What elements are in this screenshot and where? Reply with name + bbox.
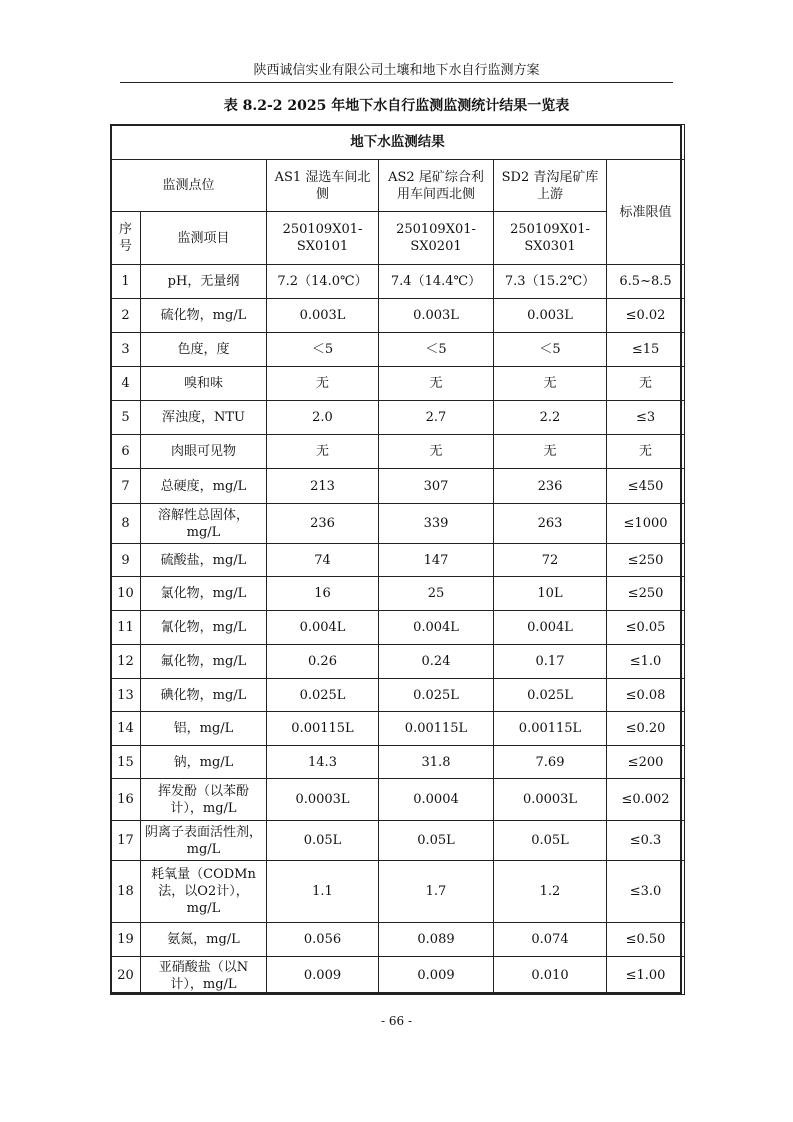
row-value-as1: 无 — [267, 367, 379, 401]
table-row — [111, 679, 685, 712]
row-value-as2: 0.003L — [379, 299, 494, 333]
table-caption: 表 8.2-2 2025 年地下水自行监测监测统计结果一览表 — [223, 98, 570, 114]
row-value-sd2: 无 — [494, 435, 607, 469]
table-row — [111, 265, 685, 299]
row-value-sd2: 7.69 — [494, 746, 607, 779]
point-label: 监测点位 — [111, 160, 267, 212]
table-row — [111, 299, 685, 333]
row-number: 3 — [111, 333, 141, 367]
table-row — [111, 861, 685, 923]
row-value-sd2: 0.074 — [494, 923, 607, 957]
row-number: 18 — [111, 861, 141, 923]
row-value-as1: 1.1 — [267, 861, 379, 923]
row-value-sd2: 0.00115L — [494, 712, 607, 746]
row-limit: 无 — [607, 367, 685, 401]
header-divider — [120, 82, 673, 83]
row-limit: ≤3 — [607, 401, 685, 435]
table-row — [111, 779, 685, 821]
row-value-as1: 7.2（14.0℃） — [267, 265, 379, 299]
row-value-as1: 0.025L — [267, 679, 379, 712]
row-number: 16 — [111, 779, 141, 821]
row-value-as2: 147 — [379, 544, 494, 577]
row-number: 6 — [111, 435, 141, 469]
row-value-as1: 0.00115L — [267, 712, 379, 746]
table-row — [111, 367, 685, 401]
row-item: pH，无量纲 — [141, 265, 267, 299]
row-item: 总硬度，mg/L — [141, 469, 267, 504]
row-number: 13 — [111, 679, 141, 712]
row-limit: ≤450 — [607, 469, 685, 504]
row-value-as2: 25 — [379, 577, 494, 611]
row-limit: ≤0.02 — [607, 299, 685, 333]
row-item: 肉眼可见物 — [141, 435, 267, 469]
row-item: 耗氧量（CODMn法，以O2计），mg/L — [141, 861, 267, 923]
row-limit: ≤250 — [607, 544, 685, 577]
point-code-1: 250109X01-SX0101 — [267, 212, 379, 265]
point-name-3: SD2 青沟尾矿库上游 — [494, 160, 607, 212]
row-value-as1: 16 — [267, 577, 379, 611]
row-value-as2: 307 — [379, 469, 494, 504]
row-limit: ≤200 — [607, 746, 685, 779]
row-value-sd2: 263 — [494, 504, 607, 544]
row-item: 亚硝酸盐（以N计），mg/L — [141, 957, 267, 995]
row-number: 8 — [111, 504, 141, 544]
row-number: 20 — [111, 957, 141, 995]
row-limit: ≤0.05 — [607, 611, 685, 645]
row-value-as2: 0.004L — [379, 611, 494, 645]
row-value-sd2: 236 — [494, 469, 607, 504]
row-limit: ≤0.08 — [607, 679, 685, 712]
row-number: 12 — [111, 645, 141, 679]
row-item: 挥发酚（以苯酚计），mg/L — [141, 779, 267, 821]
row-value-as1: 0.056 — [267, 923, 379, 957]
row-value-sd2: 1.2 — [494, 861, 607, 923]
row-limit: ≤15 — [607, 333, 685, 367]
row-value-as2: 0.05L — [379, 821, 494, 861]
row-number: 15 — [111, 746, 141, 779]
row-value-as1: 2.0 — [267, 401, 379, 435]
table-row — [111, 957, 685, 995]
row-value-as2: 0.24 — [379, 645, 494, 679]
row-number: 9 — [111, 544, 141, 577]
table-row — [111, 435, 685, 469]
table-row — [111, 821, 685, 861]
row-number: 2 — [111, 299, 141, 333]
row-value-as1: 0.05L — [267, 821, 379, 861]
row-value-as1: 213 — [267, 469, 379, 504]
row-item: 色度，度 — [141, 333, 267, 367]
row-value-sd2: 0.004L — [494, 611, 607, 645]
row-limit: ≤1.0 — [607, 645, 685, 679]
row-value-sd2: 7.3（15.2℃） — [494, 265, 607, 299]
table-row — [111, 746, 685, 779]
row-item: 嗅和味 — [141, 367, 267, 401]
point-code-3: 250109X01-SX0301 — [494, 212, 607, 265]
row-value-as1: 236 — [267, 504, 379, 544]
row-value-as2: 31.8 — [379, 746, 494, 779]
row-limit: ≤1.00 — [607, 957, 685, 995]
row-value-sd2: 0.0003L — [494, 779, 607, 821]
row-value-as2: 无 — [379, 435, 494, 469]
row-number: 10 — [111, 577, 141, 611]
row-value-as1: ＜5 — [267, 333, 379, 367]
row-number: 1 — [111, 265, 141, 299]
row-number: 11 — [111, 611, 141, 645]
row-item: 硫化物，mg/L — [141, 299, 267, 333]
row-value-sd2: 72 — [494, 544, 607, 577]
table-row — [111, 611, 685, 645]
row-value-as2: 0.025L — [379, 679, 494, 712]
item-label: 监测项目 — [141, 212, 267, 265]
row-value-as1: 0.26 — [267, 645, 379, 679]
row-value-sd2: 0.17 — [494, 645, 607, 679]
row-number: 17 — [111, 821, 141, 861]
row-item: 溶解性总固体，mg/L — [141, 504, 267, 544]
row-limit: 无 — [607, 435, 685, 469]
table-row — [111, 923, 685, 957]
row-limit: ≤1000 — [607, 504, 685, 544]
row-value-as1: 无 — [267, 435, 379, 469]
row-item: 阴离子表面活性剂，mg/L — [141, 821, 267, 861]
point-code-2: 250109X01-SX0201 — [379, 212, 494, 265]
row-value-sd2: 0.010 — [494, 957, 607, 995]
row-value-as2: 7.4（14.4℃） — [379, 265, 494, 299]
row-item: 氟化物，mg/L — [141, 645, 267, 679]
row-number: 7 — [111, 469, 141, 504]
table-title: 地下水监测结果 — [111, 125, 685, 160]
row-limit: ≤0.20 — [607, 712, 685, 746]
seq-label: 序号 — [111, 212, 141, 265]
row-value-as1: 0.009 — [267, 957, 379, 995]
row-item: 硫酸盐，mg/L — [141, 544, 267, 577]
row-value-as2: 0.00115L — [379, 712, 494, 746]
row-value-sd2: 0.025L — [494, 679, 607, 712]
row-limit: ≤3.0 — [607, 861, 685, 923]
row-limit: ≤250 — [607, 577, 685, 611]
row-value-as1: 0.004L — [267, 611, 379, 645]
table-row — [111, 577, 685, 611]
row-number: 5 — [111, 401, 141, 435]
row-limit: 6.5~8.5 — [607, 265, 685, 299]
table-row — [111, 401, 685, 435]
row-limit: ≤0.002 — [607, 779, 685, 821]
row-value-sd2: 10L — [494, 577, 607, 611]
row-value-as2: 0.0004 — [379, 779, 494, 821]
row-value-as2: 0.009 — [379, 957, 494, 995]
row-value-sd2: ＜5 — [494, 333, 607, 367]
row-value-as2: 2.7 — [379, 401, 494, 435]
row-value-as1: 74 — [267, 544, 379, 577]
table-row — [111, 469, 685, 504]
page-number: - 66 - — [380, 1014, 412, 1028]
row-value-sd2: 无 — [494, 367, 607, 401]
row-value-as1: 0.0003L — [267, 779, 379, 821]
groundwater-results-table — [110, 124, 685, 995]
row-value-as2: 0.089 — [379, 923, 494, 957]
row-item: 浑浊度，NTU — [141, 401, 267, 435]
row-number: 4 — [111, 367, 141, 401]
point-name-1: AS1 湿选车间北侧 — [267, 160, 379, 212]
row-value-as2: 无 — [379, 367, 494, 401]
row-value-as2: ＜5 — [379, 333, 494, 367]
table-row — [111, 544, 685, 577]
row-value-as1: 14.3 — [267, 746, 379, 779]
row-item: 铝，mg/L — [141, 712, 267, 746]
table-row — [111, 712, 685, 746]
limit-label: 标准限值 — [607, 160, 685, 265]
point-name-2: AS2 尾矿综合利用车间西北侧 — [379, 160, 494, 212]
row-limit: ≤0.3 — [607, 821, 685, 861]
table-row — [111, 645, 685, 679]
row-value-as2: 1.7 — [379, 861, 494, 923]
row-value-sd2: 2.2 — [494, 401, 607, 435]
table-row — [111, 333, 685, 367]
row-value-as1: 0.003L — [267, 299, 379, 333]
row-item: 钠，mg/L — [141, 746, 267, 779]
row-number: 14 — [111, 712, 141, 746]
document-header: 陕西诚信实业有限公司土壤和地下水自行监测方案 — [253, 63, 540, 78]
row-value-as2: 339 — [379, 504, 494, 544]
row-value-sd2: 0.003L — [494, 299, 607, 333]
table-row — [111, 504, 685, 544]
row-number: 19 — [111, 923, 141, 957]
row-item: 碘化物，mg/L — [141, 679, 267, 712]
row-value-sd2: 0.05L — [494, 821, 607, 861]
row-item: 氰化物，mg/L — [141, 611, 267, 645]
row-item: 氨氮，mg/L — [141, 923, 267, 957]
row-limit: ≤0.50 — [607, 923, 685, 957]
row-item: 氯化物，mg/L — [141, 577, 267, 611]
